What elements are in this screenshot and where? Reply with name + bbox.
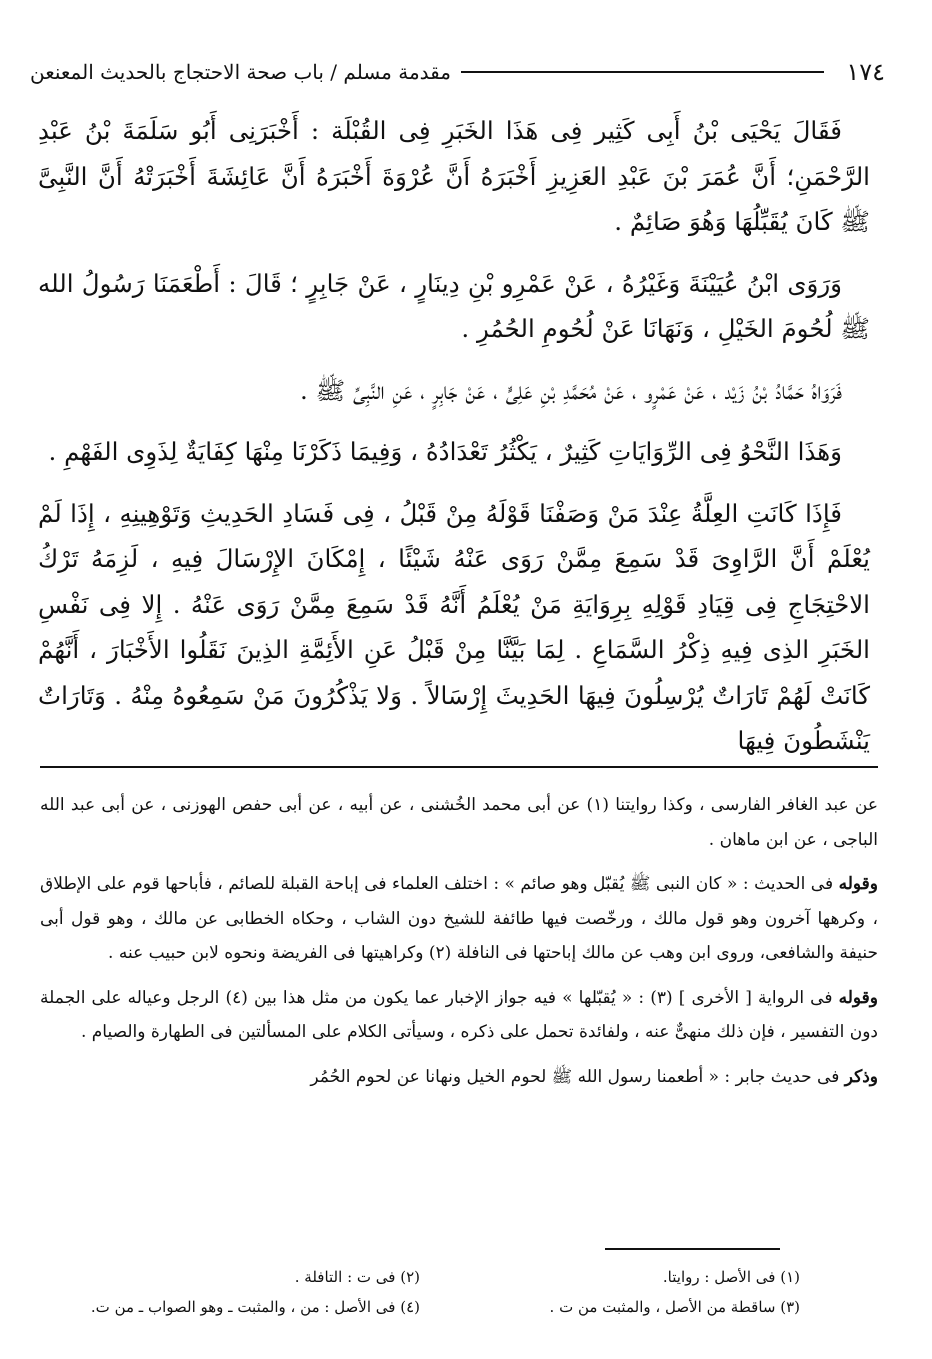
footnote-rule — [605, 1248, 780, 1250]
running-header — [30, 52, 885, 92]
commentary-text: فى الحديث : « كان النبى ﷺ يُقبّل وهو صائم » : اختلف العلماء فى إباحة القبلة للصائم ، فأباحها قوم على الإطلاق ، وكرهها آخرون وهو قول مالك ، ورخّصت فيها طائفة للشيخ دون الشاب ، وحكاه الخطابى عن مالك ، وهو قول أبى حنيفة والشافعى، وروى ابن وهب عن مالك إباحتها فى النافلة (٢) وكراهيتها فى الفريضة ونحوه لابن حبيب عنه . — [40, 874, 878, 963]
commentary-paragraph: عن عبد الغافر الفارسى ، وكذا روايتنا (١) عن أبى محمد الخُشنى ، عن أبيه ، عن أبى حفص الهوزنى ، عن أبى عبد الله الباجى ، عن ابن ماهان . — [40, 795, 878, 850]
commentary-text: فى الرواية [ الأخرى ] (٣) : « يُقبّلها » فيه جواز الإخبار عما يكون من مثل هذا بين (٤) الرجل وعياله على الجملة دون التفسير ، فإن ذلك منهىٌّ عنه ، ولفائدة تحمل على ذكره ، وسيأتى الكلام على المسألتين فى الطهارة والصيام . — [40, 987, 878, 1042]
commentary-lead: وقوله — [838, 874, 878, 894]
footnote: (٣) ساقطة من الأصل ، والمثبت من ت . — [549, 1298, 800, 1316]
commentary-lead: وذكر — [844, 1066, 878, 1087]
commentary-paragraph — [40, 981, 878, 1050]
commentary-text: فى حديث جابر : « أطعمنا رسول الله ﷺ لحوم الخيل ونهانا عن لحوم الحُمُر — [310, 1066, 845, 1087]
footnotes — [40, 1262, 800, 1322]
commentary-lead: وقوله — [838, 987, 879, 1008]
header-title: مقدمة مسلم / باب صحة الاحتجاج بالحديث المعنعن — [30, 60, 452, 84]
page-number: ١٧٤ — [846, 58, 885, 86]
main-paragraph: فَقَالَ يَحْيَى بْنُ أَبِى كَثِير فِى هَذَا الخَبَرِ فِى القُبْلَة : أَخْبَرَنِى أَبُو سَلَمَةَ بْنُ عَبْدِ الرَّحْمَنِ؛ أَنَّ عُمَرَ بْنَ عَبْدِ العَزِيزِ أَخْبَرَهُ أَنَّ عُرْوَةَ أَخْبَرَهُ أَنَّ عَائِشَةَ أَخْبَرَتْهُ أَنَّ النَّبِىَّ ﷺ كَانَ يُقَبِّلُهَا وَهُوَ صَائِمٌ . — [38, 116, 870, 236]
main-paragraph: وَهَذَا النَّحْوُ فِى الرِّوَايَاتِ كَثِيرٌ ، يَكْثُرُ تَعْدَادُهُ ، وَفِيمَا ذَكَرْنَا مِنْهَا كِفَايَةٌ لِذَوِى الفَهْمِ . — [48, 437, 842, 466]
main-paragraph: فَرَوَاهُ حَمَّادُ بْنُ زَيْد ، عَنْ عَمْرٍو ، عَنْ مُحَمَّدِ بْنِ عَلِىٍّ ، عَنْ جَابِرٍ ، عَنِ النَّبِىِّ ﷺ . — [300, 375, 842, 405]
commentary-paragraph — [40, 867, 878, 971]
commentary-paragraph — [40, 1060, 878, 1095]
commentary — [40, 788, 878, 1094]
main-paragraph: وَرَوَى ابْنُ عُيَيْنَةَ وَغَيْرُهُ ، عَنْ عَمْرِو بْنِ دِينَارٍ ، عَنْ جَابِرٍ ؛ قَالَ : أَطْعَمَنَا رَسُولُ الله ﷺ لُحُومَ الخَيْلِ ، وَنَهَانَا عَنْ لُحُومِ الحُمُرِ . — [38, 268, 870, 343]
main-paragraph: فَإِذَا كَانَتِ العِلَّةُ عِنْدَ مَنْ وَصَفْنَا قَوْلَهُ مِنْ قَبْلُ ، فِى فَسَادِ الحَدِيثِ وَتَوْهِينِهِ ، إِذَا لَمْ يُعْلَمْ أَنَّ الرَّاوِىَ قَدْ سَمِعَ مِمَّنْ رَوَى عَنْهُ شَيْئًا ، إِمْكَانَ الإِرْسَالَ فِيهِ ، لَزِمَهُ تَرْكُ الاحْتِجَاجِ فِى قِيَادِ قَوْلِهِ بِرِوَايَةِ مَنْ يُعْلَمُ أَنَّهُ قَدْ سَمِعَ مِمَّنْ رَوَى عَنْهُ . إِلا فِى نَفْسِ الخَبَرِ الذِى فِيهِ ذِكْرُ السَّمَاعِ . لِمَا بَيَّنَّا مِنْ قَبْلُ عَنِ الأَئِمَّةِ الذِينَ نَقَلُوا الأَخْبَارَ ، أَنَّهُمْ كَانَتْ لَهُمْ تَارَاتٌ يُرْسِلُونَ فِيهَا الحَدِيثَ إِرْسَالاً . وَلا يَذْكُرُونَ مَنْ سَمِعُوهُ مِنْهُ . وَتَارَاتٌ يَنْشَطُونَ فِيهَا — [38, 498, 870, 755]
header-rule — [461, 71, 824, 73]
commentary-separator — [40, 766, 878, 768]
footnote: (١) فى الأصل : روايتا. — [662, 1268, 800, 1286]
footnote: (٢) فى ت : التافلة . — [294, 1268, 420, 1286]
footnote: (٤) فى الأصل : من ، والمثبت ـ وهو الصواب ـ من ت. — [90, 1298, 420, 1316]
main-text — [38, 108, 870, 764]
